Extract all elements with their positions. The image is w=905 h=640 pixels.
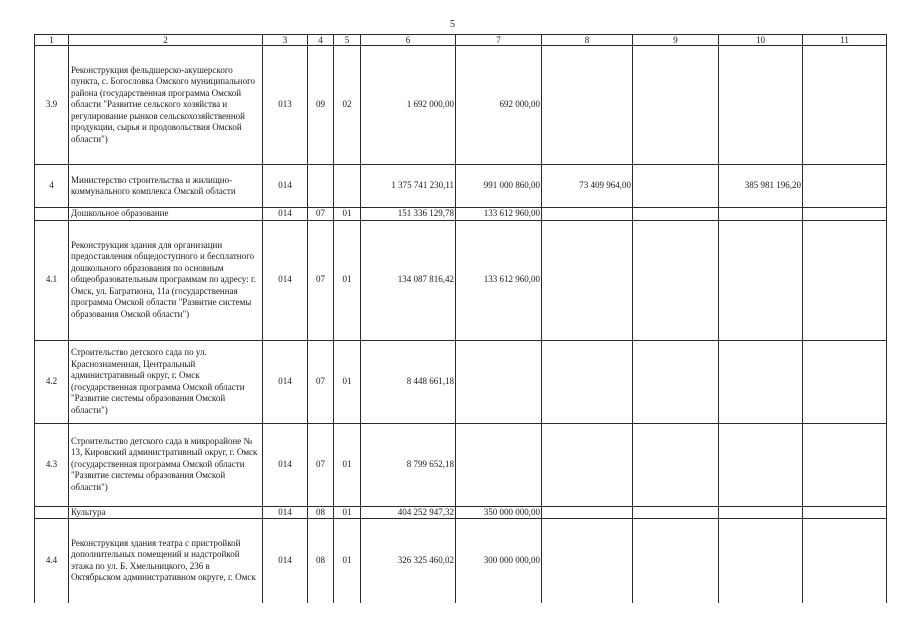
amount-cell: 385 981 196,20 [719,165,803,208]
header-cell: 4 [308,35,334,46]
description-cell: Реконструкция здания для организации предоставления общедоступного и бесплатного дошкольного образования по основным общеобразовательным программам по адресу: г. Омск, ул. Багратиона, 11а (государственная программа Омской области "Развитие системы образования Омской области") [69,220,263,340]
header-cell: 11 [803,35,887,46]
table-row [35,340,887,423]
amount-cell [542,46,633,165]
subsection-cell: 01 [334,208,361,221]
amount-cell: 326 325 460,02 [361,519,456,603]
amount-cell [542,423,633,506]
amount-cell: 1 375 741 230,11 [361,165,456,208]
amount-cell [633,46,719,165]
subsection-cell: 01 [334,423,361,506]
description-cell: Реконструкция здания театра с пристройкой дополнительных помещений и надстройкой этажа по ул. Б. Хмельницкого, 236 в Октябрьском административном округе, г. Омск [69,519,263,603]
amount-cell [719,46,803,165]
description-cell: Реконструкция фельдшерско-акушерского пункта, с. Богословка Омского муниципального района (государственная программа Омской области "Развитие сельского хозяйства и регулирование рынков сельскохозяйственной продукции, сырья и продовольствия Омской области") [69,46,263,165]
amount-cell: 300 000 000,00 [456,519,542,603]
amount-cell [719,519,803,603]
section-cell: 07 [308,340,334,423]
amount-cell: 133 612 960,00 [456,220,542,340]
amount-cell [803,423,887,506]
section-cell: 07 [308,208,334,221]
header-cell: 3 [263,35,308,46]
budget-table [34,34,887,603]
section-cell: 07 [308,423,334,506]
amount-cell [803,208,887,221]
header-cell: 6 [361,35,456,46]
page-number: 5 [450,19,455,30]
amount-cell: 151 336 129,78 [361,208,456,221]
amount-cell [542,340,633,423]
subsection-cell: 02 [334,46,361,165]
row-number-cell [35,506,69,519]
subsection-cell: 01 [334,519,361,603]
section-cell [308,165,334,208]
header-row [35,35,887,46]
description-cell: Дошкольное образование [69,208,263,221]
amount-cell [719,506,803,519]
description-cell: Культура [69,506,263,519]
subsection-cell: 01 [334,506,361,519]
amount-cell [803,220,887,340]
amount-cell: 133 612 960,00 [456,208,542,221]
amount-cell [542,208,633,221]
row-number-cell: 4.3 [35,423,69,506]
amount-cell: 991 000 860,00 [456,165,542,208]
row-number-cell: 4.2 [35,340,69,423]
header-cell: 10 [719,35,803,46]
amount-cell [719,220,803,340]
section-cell: 07 [308,220,334,340]
amount-cell [803,506,887,519]
amount-cell [719,208,803,221]
section-cell: 08 [308,506,334,519]
row-number-cell: 4.1 [35,220,69,340]
code-cell: 013 [263,46,308,165]
header-cell: 2 [69,35,263,46]
amount-cell [633,340,719,423]
header-cell: 1 [35,35,69,46]
header-cell: 5 [334,35,361,46]
amount-cell [633,220,719,340]
code-cell: 014 [263,220,308,340]
amount-cell [719,423,803,506]
description-cell: Строительство детского сада в микрорайоне № 13, Кировский административный округ, г. Омск (государственная программа Омской области "Развитие системы образования Омской области") [69,423,263,506]
table-row [35,519,887,603]
table-row [35,46,887,165]
row-number-cell: 4.4 [35,519,69,603]
amount-cell [456,340,542,423]
subsection-cell: 01 [334,220,361,340]
amount-cell [633,423,719,506]
subsection-cell [334,165,361,208]
table-row [35,165,887,208]
amount-cell [633,208,719,221]
amount-cell [633,506,719,519]
amount-cell [542,506,633,519]
code-cell: 014 [263,423,308,506]
description-cell: Строительство детского сада по ул. Краснознаменная, Центральный административный округ, г. Омск (государственная программа Омской области "Развитие системы образования Омской области") [69,340,263,423]
header-cell: 8 [542,35,633,46]
amount-cell: 73 409 964,00 [542,165,633,208]
code-cell: 014 [263,519,308,603]
section-cell: 09 [308,46,334,165]
amount-cell: 404 252 947,32 [361,506,456,519]
amount-cell [542,519,633,603]
section-cell: 08 [308,519,334,603]
amount-cell: 350 000 000,00 [456,506,542,519]
amount-cell: 134 087 816,42 [361,220,456,340]
amount-cell [803,340,887,423]
amount-cell [803,519,887,603]
amount-cell [803,46,887,165]
amount-cell [542,220,633,340]
amount-cell: 1 692 000,00 [361,46,456,165]
row-number-cell: 3.9 [35,46,69,165]
code-cell: 014 [263,340,308,423]
table-row [35,423,887,506]
amount-cell [633,519,719,603]
code-cell: 014 [263,506,308,519]
subsection-cell: 01 [334,340,361,423]
row-number-cell [35,208,69,221]
amount-cell: 8 448 661,18 [361,340,456,423]
table-row [35,208,887,221]
header-cell: 7 [456,35,542,46]
description-cell: Министерство строительства и жилищно-коммунального комплекса Омской области [69,165,263,208]
amount-cell [633,165,719,208]
code-cell: 014 [263,165,308,208]
row-number-cell: 4 [35,165,69,208]
table-row [35,220,887,340]
header-cell: 9 [633,35,719,46]
table-row [35,506,887,519]
code-cell: 014 [263,208,308,221]
amount-cell [719,340,803,423]
amount-cell: 692 000,00 [456,46,542,165]
amount-cell: 8 799 652,18 [361,423,456,506]
amount-cell [803,165,887,208]
amount-cell [456,423,542,506]
